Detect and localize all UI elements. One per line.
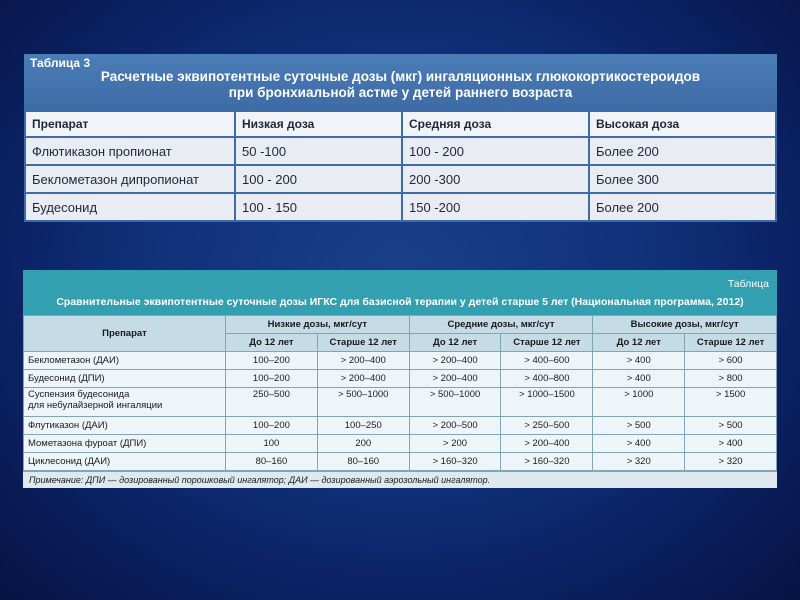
table-cell: 80–160: [317, 453, 409, 471]
column-header: Препарат: [24, 316, 226, 352]
drug-name: Беклометазон (ДАИ): [24, 352, 226, 370]
table-row: [25, 193, 776, 221]
subheader: Старше 12 лет: [501, 334, 593, 352]
dose-table-children-over-5: [23, 270, 777, 488]
table-cell: 50 -100: [235, 137, 402, 165]
table-cell: 100 - 200: [235, 165, 402, 193]
table-cell: 200 -300: [402, 165, 589, 193]
table-cell: 100–250: [317, 417, 409, 435]
table-cell: 80–160: [226, 453, 318, 471]
drug-name: Будесонид (ДПИ): [24, 370, 226, 388]
table-body: [23, 315, 777, 471]
table-cell: > 160–320: [501, 453, 593, 471]
table-cell: > 200–400: [409, 352, 501, 370]
table-row: [25, 165, 776, 193]
drug-name: Флутиказон (ДАИ): [24, 417, 226, 435]
table-row: [24, 388, 777, 417]
column-header: Препарат: [25, 111, 235, 137]
table-cell: > 500–1000: [317, 388, 409, 417]
dose-table-young-children: [24, 54, 777, 224]
table-cell: > 800: [685, 370, 777, 388]
table-cell: > 400: [685, 435, 777, 453]
table-cell: > 400–600: [501, 352, 593, 370]
table-header: [23, 270, 777, 315]
table-title: Расчетные эквипотентные суточные дозы (мкг) ингаляционных глюкокортикостероидов при бронхиальной астме у детей раннего возраста: [100, 69, 701, 100]
table-cell: > 1000: [593, 388, 685, 417]
table-cell: > 200–500: [409, 417, 501, 435]
group-header: Высокие дозы, мкг/сут: [593, 316, 777, 334]
table-cell: 150 -200: [402, 193, 589, 221]
table-row: [24, 453, 777, 471]
table-cell: 100 - 150: [235, 193, 402, 221]
table-cell: > 160–320: [409, 453, 501, 471]
table-cell: > 200–400: [501, 435, 593, 453]
table-cell: > 320: [593, 453, 685, 471]
table-row: [24, 370, 777, 388]
table-cell: > 1000–1500: [501, 388, 593, 417]
subheader: Старше 12 лет: [317, 334, 409, 352]
table-cell: Более 200: [589, 137, 776, 165]
subheader: До 12 лет: [593, 334, 685, 352]
table-note: Примечание: ДПИ — дозированный порошковый ингалятор; ДАИ — дозированный аэрозольный ингалятор.: [23, 471, 777, 488]
table-cell: > 400: [593, 435, 685, 453]
table-cell: 100–200: [226, 417, 318, 435]
table-label: Таблица: [727, 278, 769, 290]
table-row: [24, 417, 777, 435]
drug-name: Циклесонид (ДАИ): [24, 453, 226, 471]
table-cell: > 600: [685, 352, 777, 370]
table-cell: > 200–400: [317, 352, 409, 370]
group-header: Низкие дозы, мкг/сут: [226, 316, 410, 334]
table-cell: > 1500: [685, 388, 777, 417]
column-header-row: [25, 111, 776, 137]
subheader: До 12 лет: [226, 334, 318, 352]
table-row: [24, 352, 777, 370]
table-cell: > 250–500: [501, 417, 593, 435]
drug-name: Флютиказон пропионат: [25, 137, 235, 165]
table-cell: 200: [317, 435, 409, 453]
table-cell: 250–500: [226, 388, 318, 417]
table-cell: Более 300: [589, 165, 776, 193]
table-cell: > 200: [409, 435, 501, 453]
table-cell: Более 200: [589, 193, 776, 221]
table-cell: > 400: [593, 370, 685, 388]
table-row: [25, 137, 776, 165]
table-cell: 100–200: [226, 370, 318, 388]
drug-name: Будесонид: [25, 193, 235, 221]
subheader: До 12 лет: [409, 334, 501, 352]
table-cell: 100 - 200: [402, 137, 589, 165]
column-header: Средняя доза: [402, 111, 589, 137]
table-cell: > 500: [593, 417, 685, 435]
table-body: [24, 110, 777, 222]
column-header: Низкая доза: [235, 111, 402, 137]
drug-name: Суспензия будесонида для небулайзерной ингаляции: [24, 388, 226, 417]
group-header-row: [24, 316, 777, 334]
table-cell: > 400–800: [501, 370, 593, 388]
table-cell: > 500: [685, 417, 777, 435]
table-label: Таблица 3: [30, 56, 91, 70]
table-cell: > 320: [685, 453, 777, 471]
subheader: Старше 12 лет: [685, 334, 777, 352]
drug-name: Мометазона фуроат (ДПИ): [24, 435, 226, 453]
table-cell: > 400: [593, 352, 685, 370]
table-cell: > 200–400: [409, 370, 501, 388]
drug-name: Беклометазон дипропионат: [25, 165, 235, 193]
group-header: Средние дозы, мкг/сут: [409, 316, 593, 334]
table-cell: > 500–1000: [409, 388, 501, 417]
table-cell: 100–200: [226, 352, 318, 370]
table-row: [24, 435, 777, 453]
column-header: Высокая доза: [589, 111, 776, 137]
table-header: [24, 54, 777, 110]
table-cell: > 200–400: [317, 370, 409, 388]
table-cell: 100: [226, 435, 318, 453]
table-title: Сравнительные эквипотентные суточные дозы ИГКС для базисной терапии у детей старше 5 лет (Национальная программа, 2012): [56, 296, 744, 308]
